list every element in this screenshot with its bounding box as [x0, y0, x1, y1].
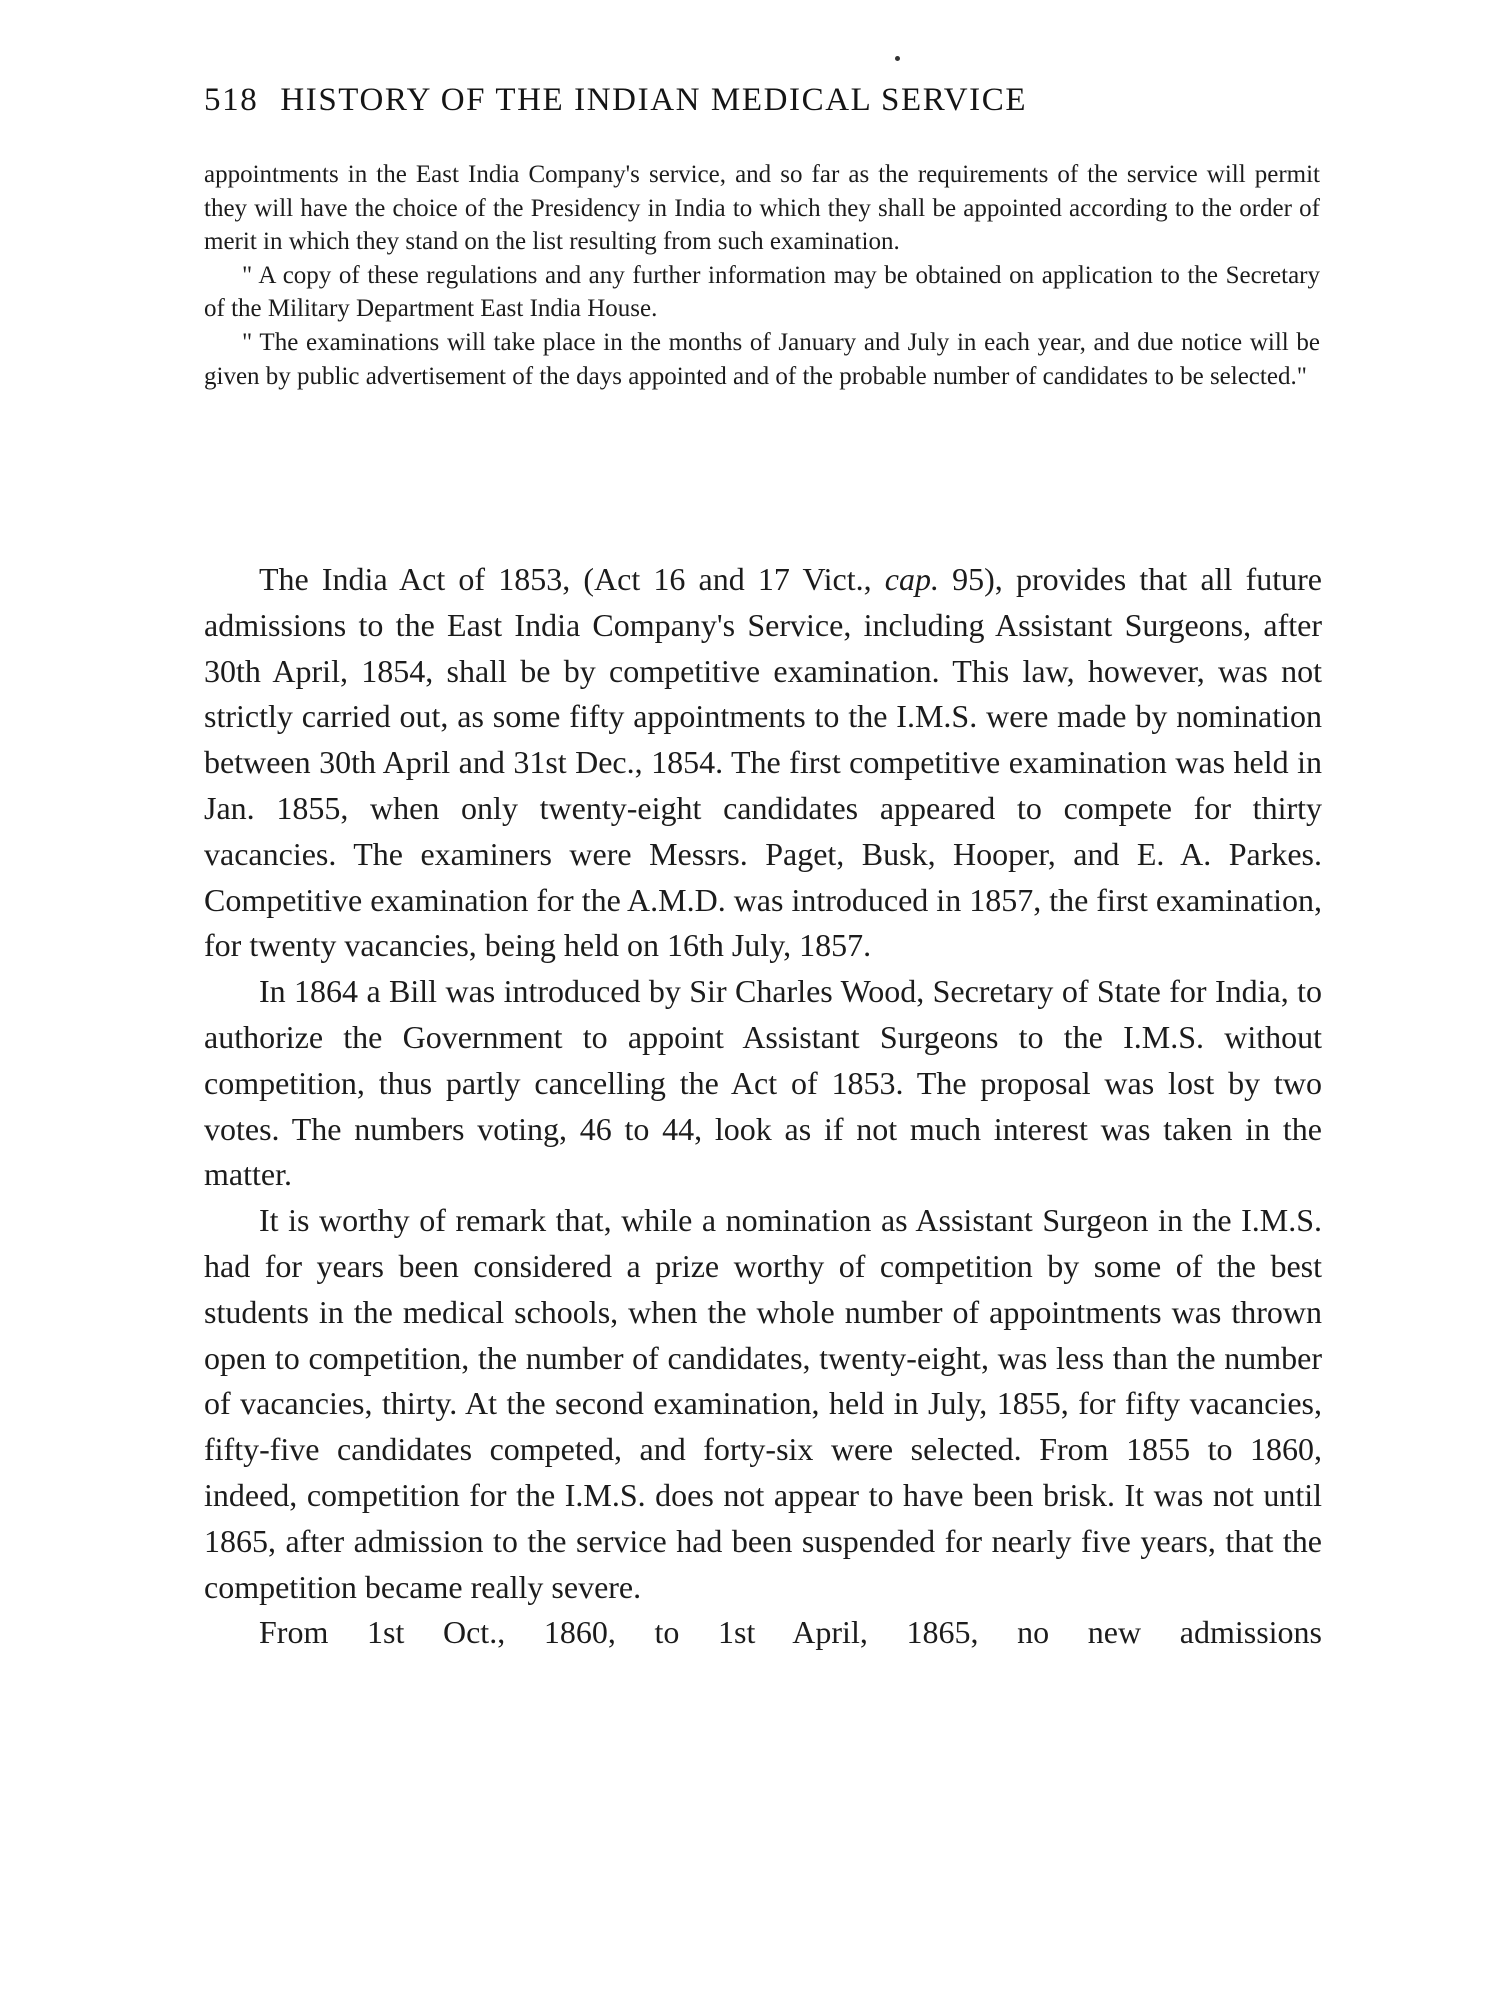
paragraph-admissions: From 1st Oct., 1860, to 1st April, 1865, no new admissions [259, 1614, 1322, 1651]
quoted-paragraph: " The examinations will take place in the months of January and July in each year, and due notice will be given by public advertisement of the days appointed and of the probable number of candidates to be selected." [204, 328, 1320, 390]
italic-abbreviation: cap. [884, 561, 939, 597]
quoted-regulations [204, 158, 1320, 393]
paragraph-text: 95), provides that all future admissions to the East India Company's Service, including Assistant Surgeons, after 30th April, 1854, shall be by competitive examination. This law, however, was not strictly carried out, as some fifty appointments to the I.M.S. were made by nomination between 30th April and 31st Dec., 1854. The first competitive examination was held in Jan. 1855, when only twenty-eight candidates appeared to compete for thirty vacancies. The examiners were Messrs. Paget, Busk, Hooper, and E. A. Parkes. Competitive examination for the A.M.D. was introduced in 1857, the first examination, for twenty vacancies, being held on 16th July, 1857. [204, 561, 1323, 964]
main-text [204, 557, 1322, 1656]
paragraph-bill-1864: In 1864 a Bill was introduced by Sir Charles Wood, Secretary of State for India, to authorize the Government to appoint Assistant Surgeons to the I.M.S. without competition, thus partly cancelling the Act of 1853. The proposal was lost by two votes. The numbers voting, 46 to 44, look as if not much interest was taken in the matter. [204, 973, 1322, 1193]
quoted-paragraph: " A copy of these regulations and any further information may be obtained on application to the Secretary of the Military Department East India House. [204, 261, 1320, 323]
quoted-paragraph: appointments in the East India Company's service, and so far as the requirements of the service will permit they will have the choice of the Presidency in India to which they shall be appointed according to the order of merit in which they stand on the list resulting from such examination. [204, 161, 1320, 256]
running-title: HISTORY OF THE INDIAN MEDICAL SERVICE [280, 82, 1028, 118]
print-speck [895, 56, 900, 61]
paragraph-competition: It is worthy of remark that, while a nomination as Assistant Surgeon in the I.M.S. had for years been considered a prize worthy of competition by some of the best students in the medical schools, when the whole number of appointments was thrown open to competition, the number of candidates, twenty-eight, was less than the number of vacancies, thirty. At the second examination, held in July, 1855, for fifty vacancies, fifty-five candidates competed, and forty-six were selected. From 1855 to 1860, indeed, competition for the I.M.S. does not appear to have been brisk. It was not until 1865, after admission to the service had been suspended for nearly five years, that the competition became really severe. [204, 1202, 1322, 1605]
paragraph-india-act [204, 557, 1322, 969]
page-number: 518 [204, 82, 259, 118]
running-header [204, 82, 1324, 132]
paragraph-text: The India Act of 1853, (Act 16 and 17 Vict., [259, 561, 885, 597]
